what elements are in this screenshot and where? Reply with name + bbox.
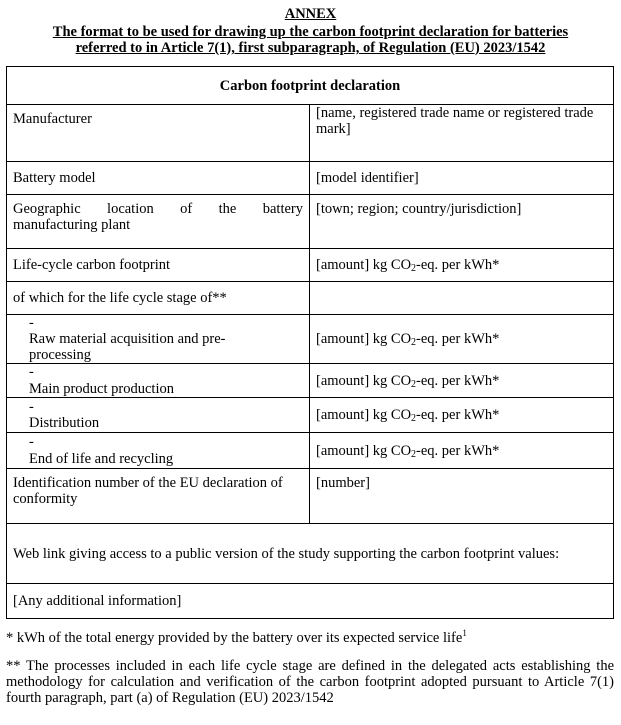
footnote-kwh	[6, 630, 614, 646]
footnote-kwh-text: * kWh of the total energy provided by the battery over its expected service life	[6, 630, 463, 646]
footnote-processes: ** The processes included in each life cycle stage are defined in the delegated acts establishing the methodology for calculation and verification of the carbon footprint adopted pursuant to Article 7(1) fourth paragraph, part (a) of Regulation (EU) 2023/1542	[6, 658, 614, 706]
amount-subscript: 2	[411, 263, 417, 274]
stage-value: [amount] kg $CO_2-eq$. per kWh*	[310, 364, 614, 398]
eu-declaration-value: [number]	[310, 469, 614, 524]
stage-value: [amount] kg $CO_2-eq$. per kWh*	[310, 398, 614, 433]
dash: -	[29, 364, 34, 381]
lifecycle-label: Life-cycle carbon footprint	[7, 249, 310, 282]
stage-item	[7, 433, 310, 469]
stage-value-empty	[310, 282, 614, 315]
eu-declaration-label: Identification number of the EU declaration of conformity	[7, 469, 310, 524]
location-label	[7, 195, 310, 249]
table-row	[7, 524, 614, 584]
stage-label: of which for the life cycle stage of**	[7, 282, 310, 315]
weblink-cell: Web link giving access to a public version of the study supporting the carbon footprint values:	[7, 524, 614, 584]
location-label-line2: manufacturing plant	[13, 217, 131, 233]
location-label-line1: Geographic location of the battery	[13, 201, 303, 217]
stage-item	[7, 315, 310, 364]
stage-label-main-production: Main product production	[29, 380, 174, 397]
stage-label-end-of-life: End of life and recycling	[29, 450, 174, 467]
manufacturer-label: Manufacturer	[7, 105, 310, 162]
table-row	[7, 195, 614, 249]
stage-value: [amount] kg $CO_2-eq$. per kWh*	[310, 315, 614, 364]
table-row	[7, 249, 614, 282]
additional-info-cell: [Any additional information]	[7, 584, 614, 619]
location-value: [town; region; country/jurisdiction]	[310, 195, 614, 249]
annex-subtitle-line1: The format to be used for drawing up the carbon footprint declaration for batteries	[52, 24, 569, 40]
table-row	[7, 282, 614, 315]
stage-item	[7, 398, 310, 433]
table-row	[7, 584, 614, 619]
battery-model-label: Battery model	[7, 162, 310, 195]
lifecycle-value	[310, 249, 614, 282]
battery-model-value: [model identifier]	[310, 162, 614, 195]
table-row	[7, 433, 614, 469]
table-row	[7, 364, 614, 398]
table-row	[7, 105, 614, 162]
stage-item	[7, 364, 310, 398]
table-row	[7, 398, 614, 433]
dash: -	[29, 315, 34, 331]
stage-label-raw-material: Raw material acquisition and pre-processing	[29, 331, 226, 363]
stage-label-distribution: Distribution	[29, 415, 100, 432]
annex-subtitle	[0, 24, 621, 56]
annex-subtitle-line2: referred to in Article 7(1), first subparagraph, of Regulation (EU) 2023/1542	[75, 40, 546, 56]
dash: -	[29, 398, 34, 415]
dash: -	[29, 434, 34, 451]
annex-heading: ANNEX	[284, 6, 337, 22]
amount-suffix: -eq. per kWh*	[416, 257, 500, 273]
table-row	[7, 469, 614, 524]
stage-value: [amount] kg $CO_2-eq$. per kWh*	[310, 433, 614, 469]
manufacturer-value: [name, registered trade name or registered trade mark]	[310, 105, 614, 162]
carbon-footprint-table	[6, 66, 614, 619]
table-row	[7, 315, 614, 364]
table-row	[7, 162, 614, 195]
amount-prefix: [amount] kg CO	[316, 257, 412, 273]
table-title-row	[7, 67, 614, 105]
footnote-marker: 1	[462, 628, 467, 638]
table-title: Carbon footprint declaration	[7, 67, 614, 105]
